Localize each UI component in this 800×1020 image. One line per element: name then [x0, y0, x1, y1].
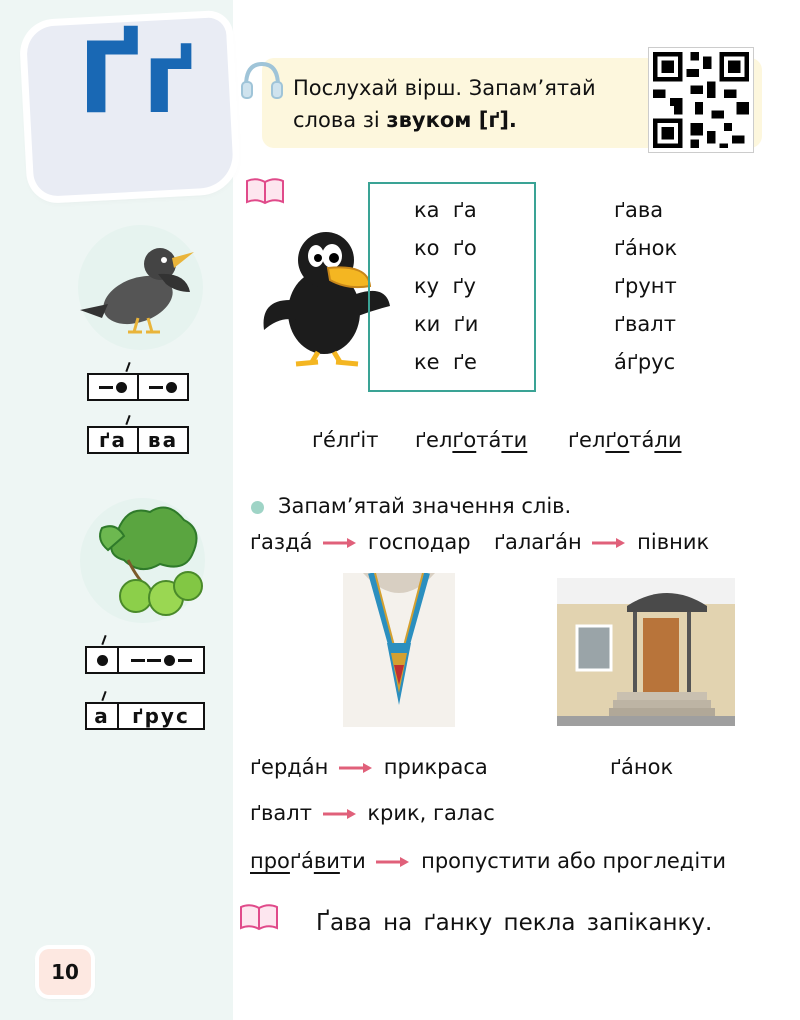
syllable-cell: ґрус: [132, 704, 190, 728]
word-item: ґава: [614, 198, 664, 222]
word-item: ґрунт: [614, 274, 677, 298]
meaning-line-4: проґа́вити пропустити або прогледіти: [250, 849, 727, 873]
syllable-row: ка ґа: [414, 198, 477, 222]
headphones-icon[interactable]: [238, 56, 286, 104]
word-row-item-2: ґелґота́ти: [415, 428, 528, 452]
word-row-item-3: ґелґота́ли: [568, 428, 682, 452]
syllable-cell: ва: [147, 428, 179, 452]
sound-scheme-1: [87, 373, 189, 401]
porch-photo: [557, 578, 735, 726]
big-letter: Ґґ: [78, 22, 196, 136]
porch-caption: ґа́нок: [610, 755, 674, 779]
arrow-icon: [323, 537, 357, 549]
intro-line-1: Послухай вірш. Запам’ятай: [293, 76, 596, 100]
word-item: а́ґрус: [614, 350, 676, 374]
gerdan-photo: [343, 573, 455, 727]
final-sentence: Ґава на ґанку пекла запіканку.: [316, 910, 713, 936]
word-item: ґвалт: [614, 312, 676, 336]
syllable-row: ке ґе: [414, 350, 477, 374]
syllable-row: ко ґо: [414, 236, 477, 260]
meaning-line-2: ґерда́н прикраса: [250, 755, 488, 779]
book-icon: [244, 176, 286, 206]
word-item: ґа́нок: [614, 236, 678, 260]
crow-small-image: [78, 232, 203, 342]
word-row-item-1: ґе́лґіт: [312, 428, 379, 452]
listen-task-text: [293, 72, 596, 136]
book-icon: [238, 902, 280, 932]
syllable-scheme-2: [85, 702, 205, 730]
intro-line-2: слова зі звуком [ґ].: [293, 108, 517, 132]
qr-code[interactable]: [648, 47, 754, 153]
arrow-icon: [592, 537, 626, 549]
meaning-line-3: ґвалт крик, галас: [250, 801, 495, 825]
gooseberry-image: [88, 500, 208, 618]
syllable-cell: а: [87, 704, 119, 728]
bullet-dot: [251, 501, 264, 514]
arrow-icon: [339, 762, 373, 774]
arrow-icon: [323, 808, 357, 820]
task-title: Запам’ятай значення слів.: [278, 494, 572, 518]
meaning-line-1: ґазда́ господар ґалаґа́н півник: [250, 530, 710, 554]
syllable-scheme-1: [87, 426, 189, 454]
syllable-row: ки ґи: [414, 312, 479, 336]
sound-scheme-2: [85, 646, 205, 674]
syllable-cell: ґа: [89, 428, 139, 452]
page-number: 10: [39, 949, 91, 995]
syllable-row: ку ґу: [414, 274, 476, 298]
arrow-icon: [376, 856, 410, 868]
